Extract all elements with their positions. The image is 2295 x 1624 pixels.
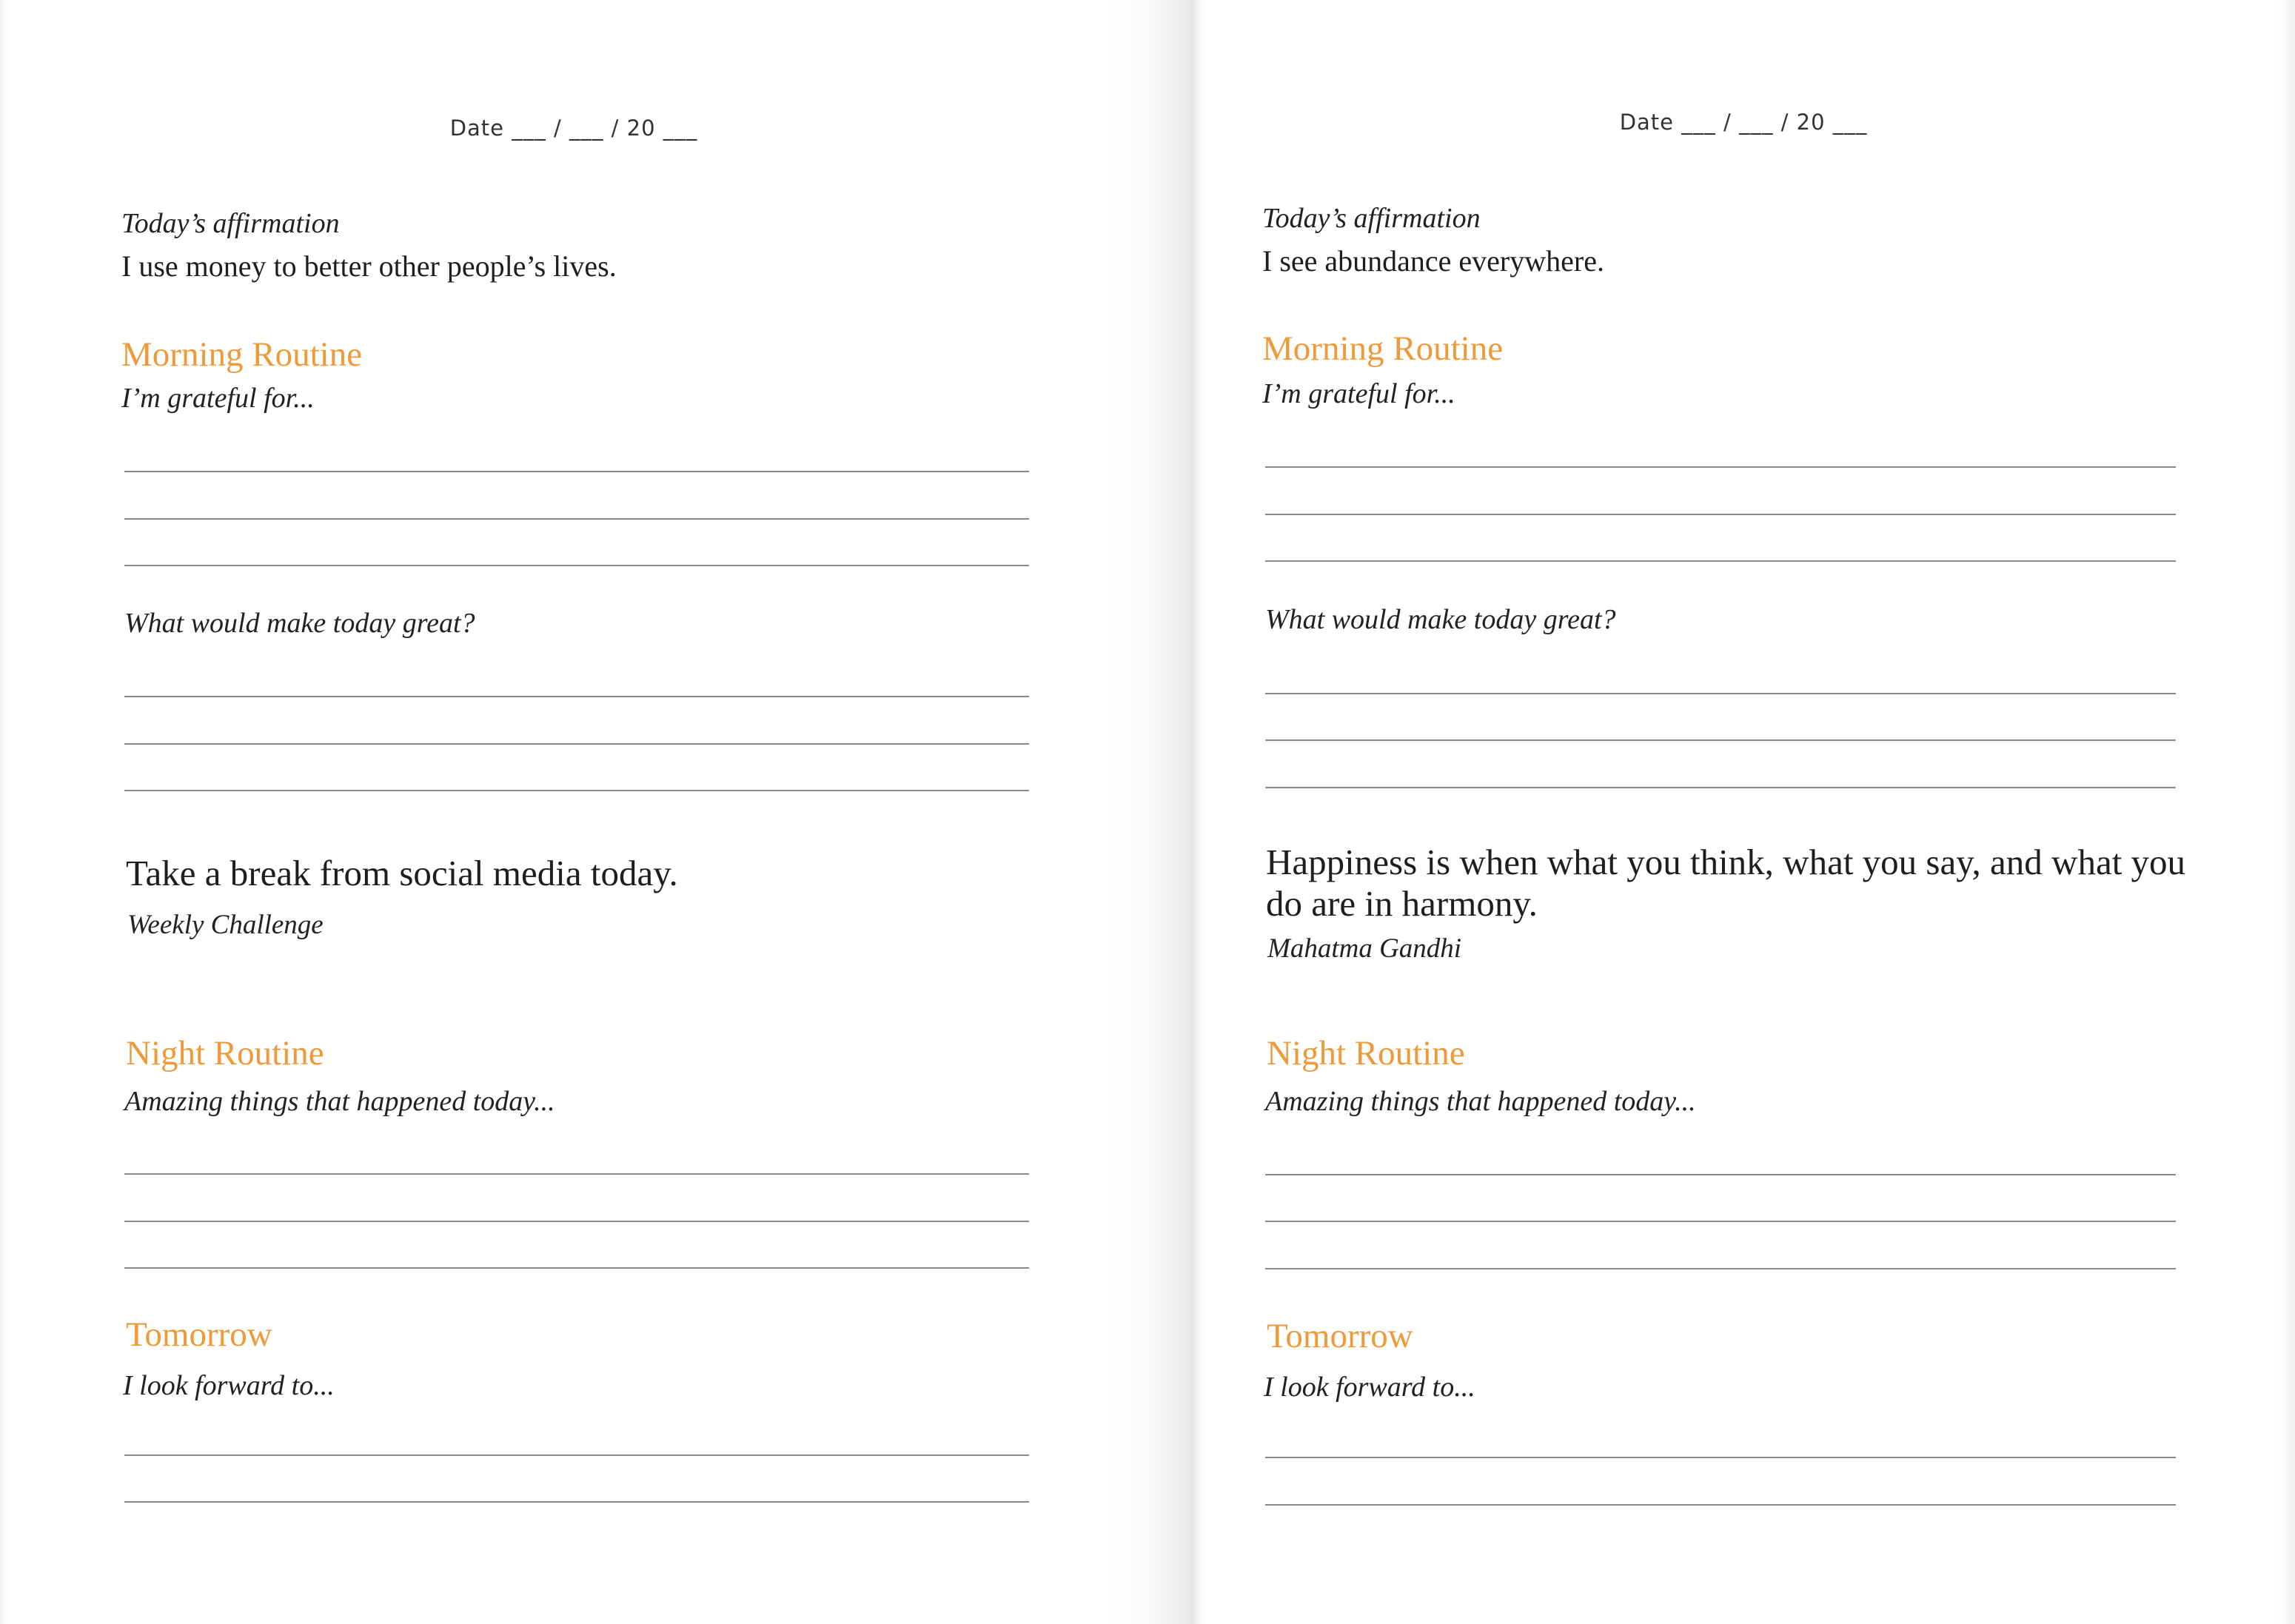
writing-line[interactable] <box>124 518 1029 520</box>
writing-line[interactable] <box>1265 560 2176 562</box>
writing-line[interactable] <box>124 1454 1029 1456</box>
tomorrow-heading: Tomorrow <box>1267 1317 1413 1355</box>
quote-text: Happiness is when what you think, what you say, and what you do are in harmony. <box>1266 842 2186 924</box>
great-prompt: What would make today great? <box>124 608 475 639</box>
date-field: Date ___ / ___ / 20 ___ <box>1619 110 1868 135</box>
amazing-prompt: Amazing things that happened today... <box>1265 1086 1696 1117</box>
amazing-prompt: Amazing things that happened today... <box>124 1086 555 1117</box>
night-routine-heading: Night Routine <box>126 1034 324 1073</box>
writing-line[interactable] <box>124 743 1029 745</box>
writing-line[interactable] <box>124 1221 1029 1222</box>
quote-author: Mahatma Gandhi <box>1267 933 1462 964</box>
grateful-prompt: I’m grateful for... <box>121 383 315 414</box>
affirmation-text: I see abundance everywhere. <box>1262 244 1604 278</box>
writing-line[interactable] <box>1265 466 2176 468</box>
writing-line[interactable] <box>1265 1504 2176 1506</box>
writing-line[interactable] <box>124 565 1029 566</box>
page-edge-shadow <box>0 0 9 1624</box>
morning-routine-heading: Morning Routine <box>1262 329 1504 368</box>
morning-routine-heading: Morning Routine <box>121 335 363 374</box>
great-prompt: What would make today great? <box>1265 604 1616 635</box>
tomorrow-heading: Tomorrow <box>126 1315 272 1354</box>
writing-line[interactable] <box>1265 1457 2176 1458</box>
right-page <box>1148 0 2295 1624</box>
writing-line[interactable] <box>1265 693 2176 694</box>
forward-prompt: I look forward to... <box>123 1370 335 1401</box>
writing-line[interactable] <box>124 696 1029 697</box>
writing-line[interactable] <box>124 1501 1029 1503</box>
writing-line[interactable] <box>1265 1268 2176 1269</box>
affirmation-label: Today’s affirmation <box>121 208 340 239</box>
writing-line[interactable] <box>1265 1221 2176 1222</box>
affirmation-label: Today’s affirmation <box>1262 203 1481 234</box>
writing-line[interactable] <box>124 1173 1029 1175</box>
writing-line[interactable] <box>1265 739 2176 741</box>
writing-line[interactable] <box>1265 514 2176 515</box>
affirmation-text: I use money to better other people’s lives. <box>121 249 617 283</box>
date-field: Date ___ / ___ / 20 ___ <box>449 115 698 141</box>
night-routine-heading: Night Routine <box>1267 1034 1465 1073</box>
writing-line[interactable] <box>1265 1174 2176 1175</box>
writing-line[interactable] <box>124 1267 1029 1269</box>
page-edge-shadow <box>2277 0 2295 1624</box>
grateful-prompt: I’m grateful for... <box>1262 378 1455 409</box>
forward-prompt: I look forward to... <box>1264 1372 1475 1403</box>
weekly-challenge-text: Take a break from social media today. <box>126 853 678 893</box>
writing-line[interactable] <box>124 471 1029 472</box>
writing-line[interactable] <box>124 790 1029 791</box>
weekly-challenge-caption: Weekly Challenge <box>127 910 324 940</box>
writing-line[interactable] <box>1265 787 2176 788</box>
